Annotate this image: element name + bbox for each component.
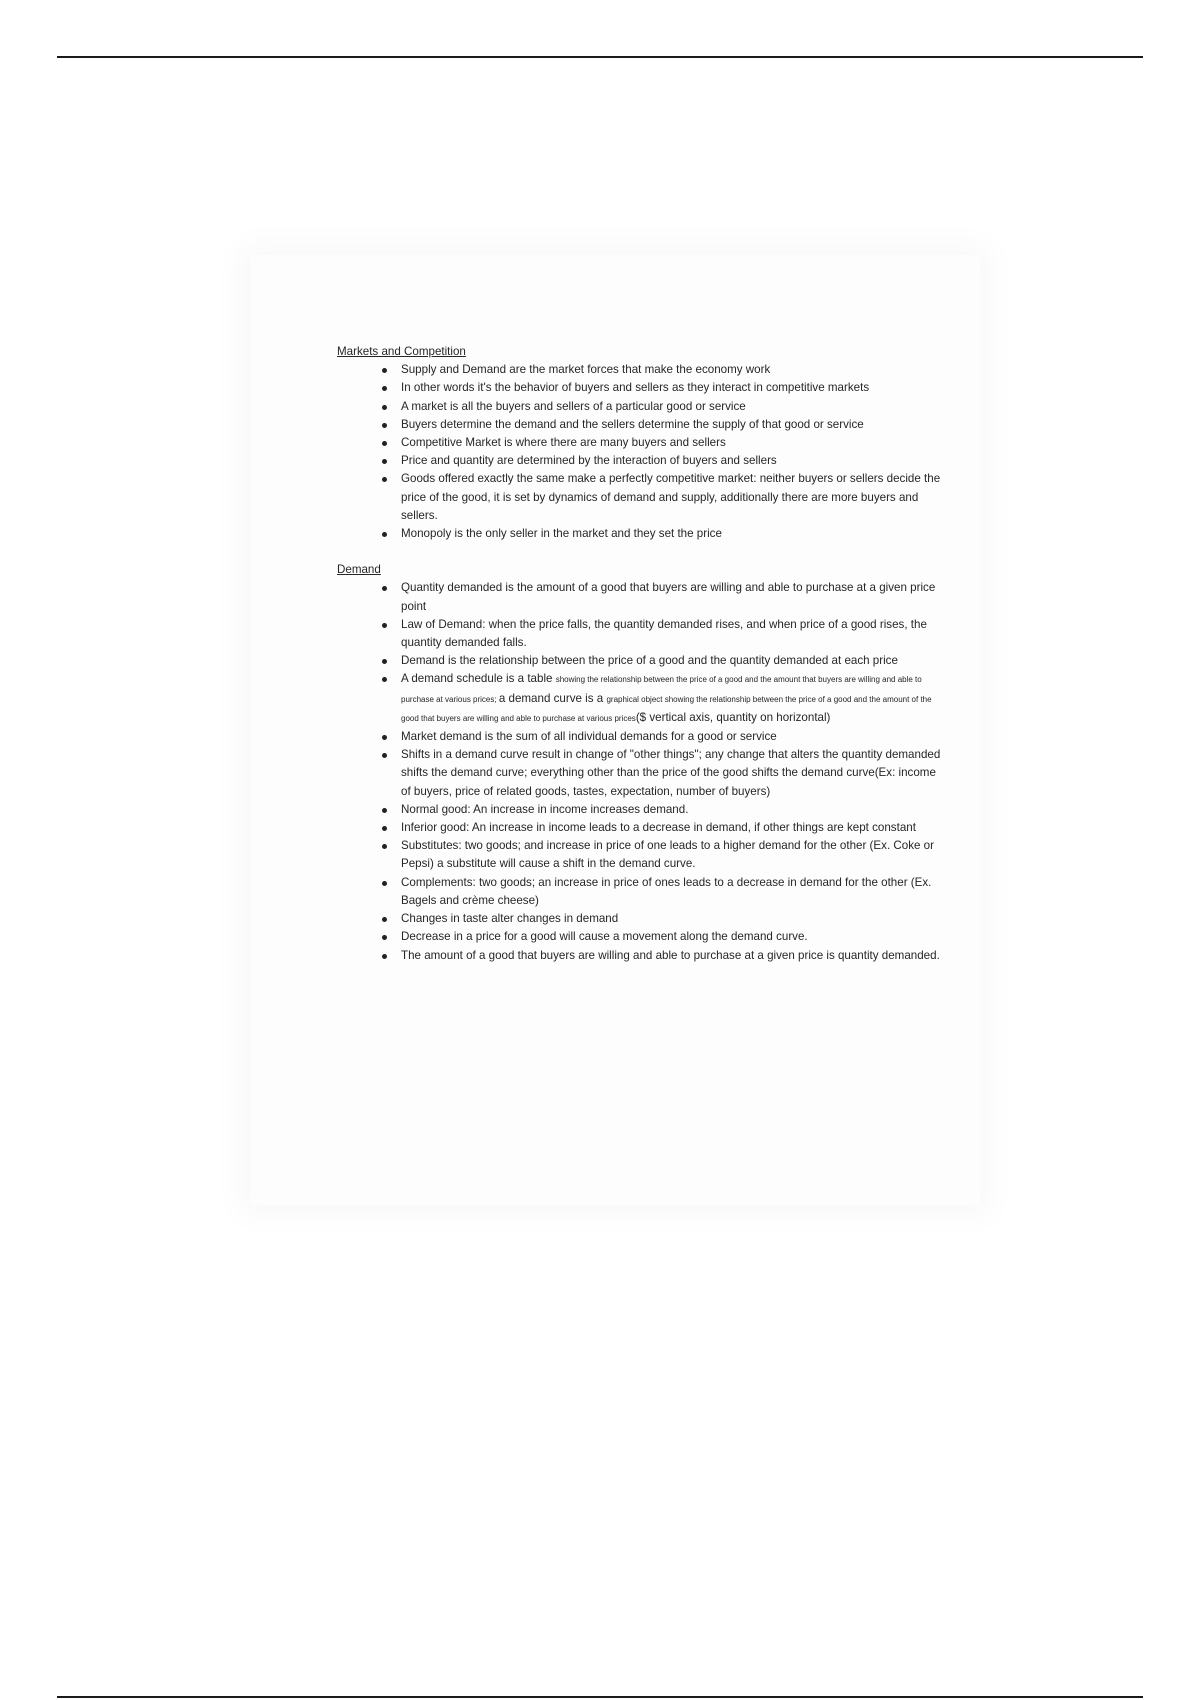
section-heading-markets: Markets and Competition — [337, 345, 466, 358]
list-item: Shifts in a demand curve result in change of "other things"; any change that alters the quantity demanded shifts the demand curve; everything other than the price of the good shifts the demand curve(Ex: income of buyers, price of related goods, tastes, expectation, number of buyers) — [401, 746, 947, 801]
demand-schedule-item: A demand schedule is a table showing the relationship between the price of a good and the amount that buyers are willing and able to purchase at various prices; a demand curve is a graphical object showing the relationship between the price of a good and the amount of the good that buyers are willing and able to purchase at various prices($ vertical axis, quantity on horizontal) — [401, 670, 947, 728]
bullet-icon — [382, 623, 387, 628]
list-item: Buyers determine the demand and the sellers determine the supply of that good or service — [401, 416, 947, 434]
list-item: Competitive Market is where there are many buyers and sellers — [401, 434, 947, 452]
list-item: Supply and Demand are the market forces that make the economy work — [401, 361, 947, 379]
list-item: Changes in taste alter changes in demand — [401, 910, 947, 928]
bullet-icon — [382, 368, 387, 373]
list-item: Price and quantity are determined by the interaction of buyers and sellers — [401, 452, 947, 470]
top-rule — [57, 56, 1143, 58]
bullet-icon — [382, 441, 387, 446]
bullet-icon — [382, 826, 387, 831]
bullet-icon — [382, 954, 387, 959]
list-item: In other words it's the behavior of buyers and sellers as they interact in competitive markets — [401, 379, 947, 397]
list-item: Quantity demanded is the amount of a good that buyers are willing and able to purchase at a given price point — [401, 579, 947, 615]
list-item: Complements: two goods; an increase in price of ones leads to a decrease in demand for the other (Ex. Bagels and crème cheese) — [401, 874, 947, 910]
document-body — [337, 343, 947, 965]
bullet-icon — [382, 586, 387, 591]
list-item: Monopoly is the only seller in the market and they set the price — [401, 525, 947, 543]
list-item: The amount of a good that buyers are willing and able to purchase at a given price is quantity demanded. — [401, 947, 947, 965]
list-item: Inferior good: An increase in income leads to a decrease in demand, if other things are kept constant — [401, 819, 947, 837]
bullet-icon — [382, 808, 387, 813]
bullet-icon — [382, 386, 387, 391]
bullet-icon — [382, 881, 387, 886]
bullet-icon — [382, 477, 387, 482]
bullet-icon — [382, 459, 387, 464]
demand-bullet-list — [337, 579, 947, 964]
list-item: Law of Demand: when the price falls, the quantity demanded rises, and when price of a good rises, the quantity demanded falls. — [401, 616, 947, 652]
list-item: Decrease in a price for a good will cause a movement along the demand curve. — [401, 928, 947, 946]
list-item: Substitutes: two goods; and increase in price of one leads to a higher demand for the other (Ex. Coke or Pepsi) a substitute will cause a shift in the demand curve. — [401, 837, 947, 873]
bullet-icon — [382, 753, 387, 758]
bullet-icon — [382, 917, 387, 922]
list-item: A market is all the buyers and sellers of a particular good or service — [401, 398, 947, 416]
list-item: Market demand is the sum of all individual demands for a good or service — [401, 728, 947, 746]
bullet-icon — [382, 935, 387, 940]
bullet-icon — [382, 677, 387, 682]
list-item: Normal good: An increase in income increases demand. — [401, 801, 947, 819]
bullet-icon — [382, 405, 387, 410]
bullet-icon — [382, 532, 387, 537]
list-item: Goods offered exactly the same make a perfectly competitive market: neither buyers or sellers decide the price of the good, it is set by dynamics of demand and supply, additionally there are more buyers and sellers. — [401, 470, 947, 525]
bullet-icon — [382, 844, 387, 849]
bottom-rule — [57, 1696, 1143, 1698]
bullet-icon — [382, 659, 387, 664]
markets-bullet-list — [337, 361, 947, 543]
section-heading-demand: Demand — [337, 563, 381, 577]
bullet-icon — [382, 423, 387, 428]
bullet-icon — [382, 735, 387, 740]
list-item: Demand is the relationship between the price of a good and the quantity demanded at each price — [401, 652, 947, 670]
